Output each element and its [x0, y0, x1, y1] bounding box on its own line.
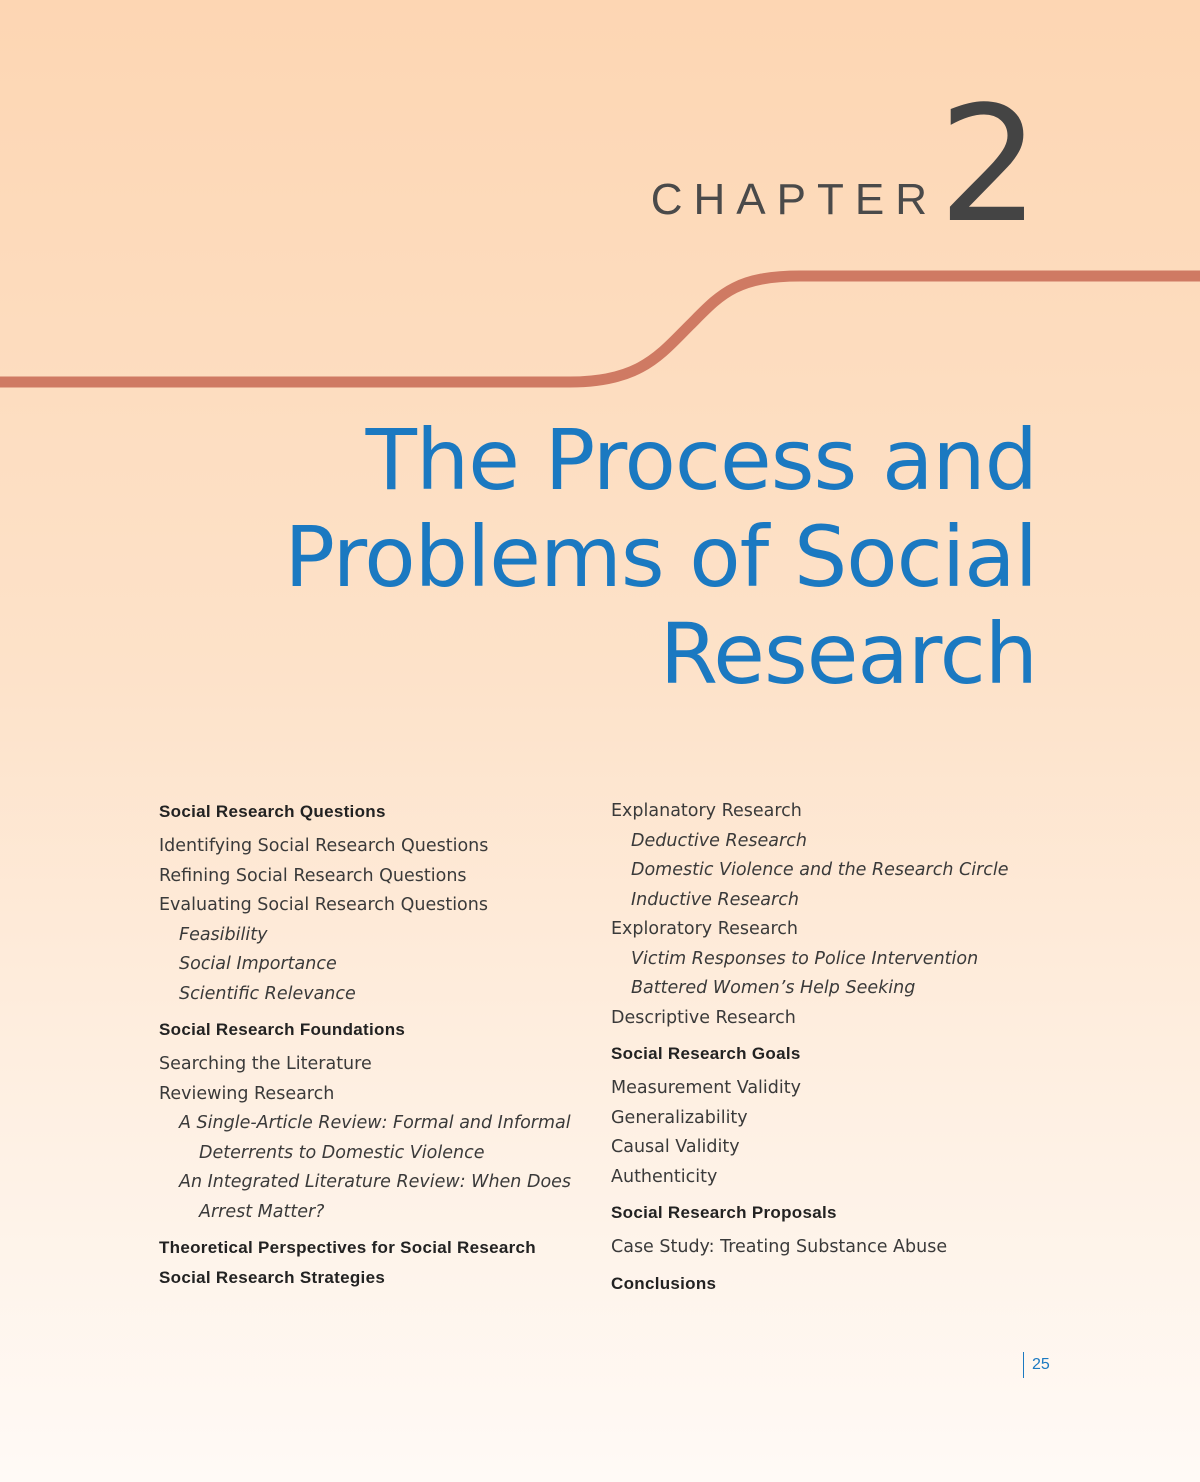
toc-entry: Searching the Literature — [159, 1054, 372, 1074]
toc-section-heading: Social Research Goals — [611, 1044, 801, 1063]
page-number: 25 — [1023, 1352, 1050, 1378]
toc-subentry: Battered Women’s Help Seeking — [631, 978, 916, 998]
chapter-title — [137, 412, 1037, 703]
toc-section-heading: Social Research Strategies — [159, 1268, 386, 1287]
toc-section-heading: Social Research Questions — [159, 802, 386, 821]
toc-subentry-continued: Arrest Matter? — [199, 1201, 325, 1222]
toc-entry: Explanatory Research — [611, 801, 802, 821]
chapter-title-line: The Process and — [365, 411, 1037, 509]
toc-section-heading: Theoretical Perspectives for Social Research — [159, 1238, 536, 1257]
toc-entry: Causal Validity — [611, 1137, 740, 1157]
toc-right-column — [611, 797, 1051, 1299]
chapter-label: CHAPTER — [650, 175, 938, 224]
toc-entry: Authenticity — [611, 1166, 718, 1187]
toc-subentry-continued: Deterrents to Domestic Violence — [199, 1142, 485, 1163]
toc-entry: Reviewing Research — [159, 1083, 335, 1104]
chapter-title-line: Problems of Social — [284, 508, 1037, 606]
toc-subentry: Deductive Research — [631, 830, 807, 851]
toc-entry: Identifying Social Research Questions — [159, 836, 489, 856]
toc-section-heading: Social Research Foundations — [159, 1020, 406, 1039]
toc-subentry: Social Importance — [179, 954, 337, 974]
chapter-title-line: Research — [659, 605, 1037, 703]
toc-subentry: Inductive Research — [631, 889, 799, 910]
toc-entry: Refining Social Research Questions — [159, 865, 467, 886]
toc-section-heading: Conclusions — [611, 1273, 717, 1293]
toc-entry: Descriptive Research — [611, 1007, 796, 1028]
toc-entry: Evaluating Social Research Questions — [159, 895, 488, 915]
toc-entry: Case Study: Treating Substance Abuse — [611, 1237, 948, 1257]
toc-entry: Exploratory Research — [611, 919, 798, 939]
toc-subentry: Domestic Violence and the Research Circle — [631, 860, 1009, 880]
toc-subentry: A Single-Article Review: Formal and Informal — [179, 1113, 571, 1133]
decorative-curve-divider — [0, 260, 1200, 400]
toc-subentry: Feasibility — [179, 924, 268, 945]
toc-subentry: An Integrated Literature Review: When Does — [179, 1172, 572, 1192]
toc-entry: Generalizability — [611, 1107, 748, 1128]
toc-entry: Measurement Validity — [611, 1078, 801, 1098]
toc-subentry: Victim Responses to Police Intervention — [631, 948, 979, 969]
toc-left-column — [159, 797, 599, 1293]
toc-subentry: Scientific Relevance — [179, 983, 356, 1004]
chapter-number: 2 — [938, 71, 1040, 258]
toc-section-heading: Social Research Proposals — [611, 1203, 837, 1222]
